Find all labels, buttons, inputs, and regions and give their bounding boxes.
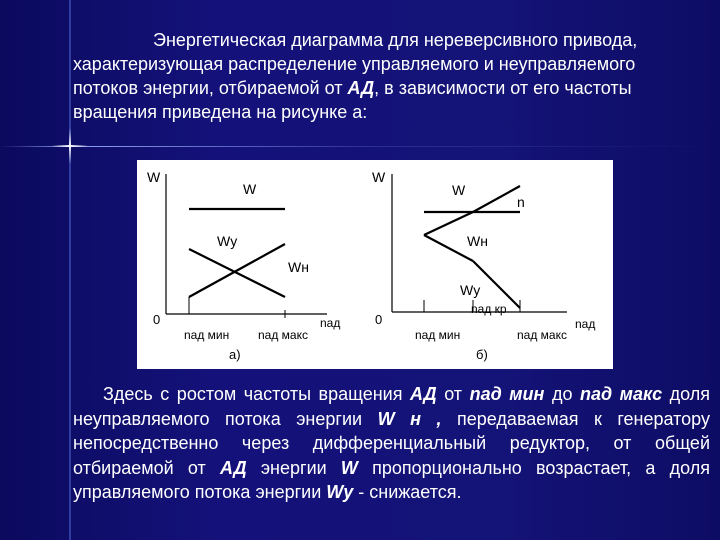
outro-text-11: управляемого потока энергии bbox=[73, 482, 327, 502]
b-caption: б) bbox=[476, 347, 488, 362]
outro-line-3: непосредственно через дифференциальный редуктор, от общей bbox=[73, 433, 710, 453]
intro-line-3 bbox=[73, 76, 703, 100]
b-wn-label: Wн bbox=[467, 233, 488, 249]
intro-ad: АД bbox=[347, 78, 375, 98]
b-origin-label: 0 bbox=[375, 312, 383, 327]
outro-text-2: от bbox=[436, 384, 470, 404]
outro-text-1: Здесь с ростом частоты вращения bbox=[103, 384, 410, 404]
intro-line-3-end: , в зависимости от его частоты bbox=[374, 78, 632, 98]
sparkle-decor bbox=[52, 128, 88, 164]
outro-text-3: до bbox=[544, 384, 580, 404]
outro-line-1 bbox=[73, 382, 710, 407]
diagram-a bbox=[147, 169, 340, 362]
intro-line-3-start: потоков энергии, отбираемой от bbox=[73, 78, 348, 98]
b-nmin-label: nад мин bbox=[415, 328, 461, 342]
b-n-label: n bbox=[517, 194, 525, 210]
a-nmax-label: nад макс bbox=[258, 328, 308, 342]
b-nad-label: nад bbox=[575, 317, 596, 331]
intro-line-1: Энергетическая диаграмма для нереверсивного привода, bbox=[153, 30, 638, 50]
a-nad-label: nад bbox=[320, 316, 341, 330]
outro-wn: W н , bbox=[377, 408, 442, 429]
b-wn-line bbox=[424, 212, 473, 235]
outro-text-5: неуправляемого потока энергии bbox=[73, 408, 378, 429]
outro-text-12: - снижается. bbox=[353, 482, 462, 502]
outro-line-4 bbox=[73, 456, 710, 481]
b-wu-line bbox=[424, 235, 473, 261]
intro-line-2: характеризующая распределение управляемого и неуправляемого bbox=[73, 54, 636, 74]
b-nkr-label: nад кр bbox=[471, 302, 507, 316]
b-nmax-label: nад макс bbox=[517, 328, 567, 342]
outro-ad: АД bbox=[410, 384, 437, 404]
vertical-decor-line bbox=[69, 0, 71, 540]
b-axis-y-label: W bbox=[372, 169, 386, 185]
outro-ad-2: АД bbox=[219, 457, 247, 478]
a-wu-label: Wу bbox=[217, 233, 238, 249]
outro-nmax: nад макс bbox=[579, 384, 663, 404]
a-wn-label: Wн bbox=[288, 259, 309, 275]
outro-line-5 bbox=[73, 480, 710, 505]
outro-text-6: передаваемая к генератору bbox=[441, 408, 710, 429]
b-wu-label: Wу bbox=[460, 282, 481, 298]
energy-diagram-svg bbox=[137, 160, 613, 369]
outro-paragraph bbox=[73, 382, 710, 505]
a-nmin-label: nад мин bbox=[184, 328, 230, 342]
outro-line-2 bbox=[73, 407, 710, 432]
energy-diagram-figure bbox=[137, 160, 613, 369]
a-origin-label: 0 bbox=[153, 312, 161, 327]
a-axis-y-label: W bbox=[147, 169, 161, 185]
outro-text-10: пропорционально возрастает, а доля bbox=[357, 457, 710, 478]
diagram-b bbox=[372, 169, 595, 362]
horizontal-decor-line bbox=[0, 146, 720, 147]
a-w-label: W bbox=[243, 181, 257, 197]
a-caption: а) bbox=[229, 347, 241, 362]
outro-text-9: энергии bbox=[246, 457, 341, 478]
outro-text-4: доля bbox=[662, 384, 710, 404]
outro-text-8: отбираемой от bbox=[73, 457, 220, 478]
outro-nmin: nад мин bbox=[469, 384, 545, 404]
b-w-label: W bbox=[452, 182, 466, 198]
intro-line-4: вращения приведена на рисунке а: bbox=[73, 102, 368, 122]
outro-wy: Wу bbox=[326, 482, 354, 502]
outro-w: W bbox=[340, 457, 358, 478]
b-n-line bbox=[473, 186, 520, 212]
intro-paragraph bbox=[73, 28, 703, 124]
